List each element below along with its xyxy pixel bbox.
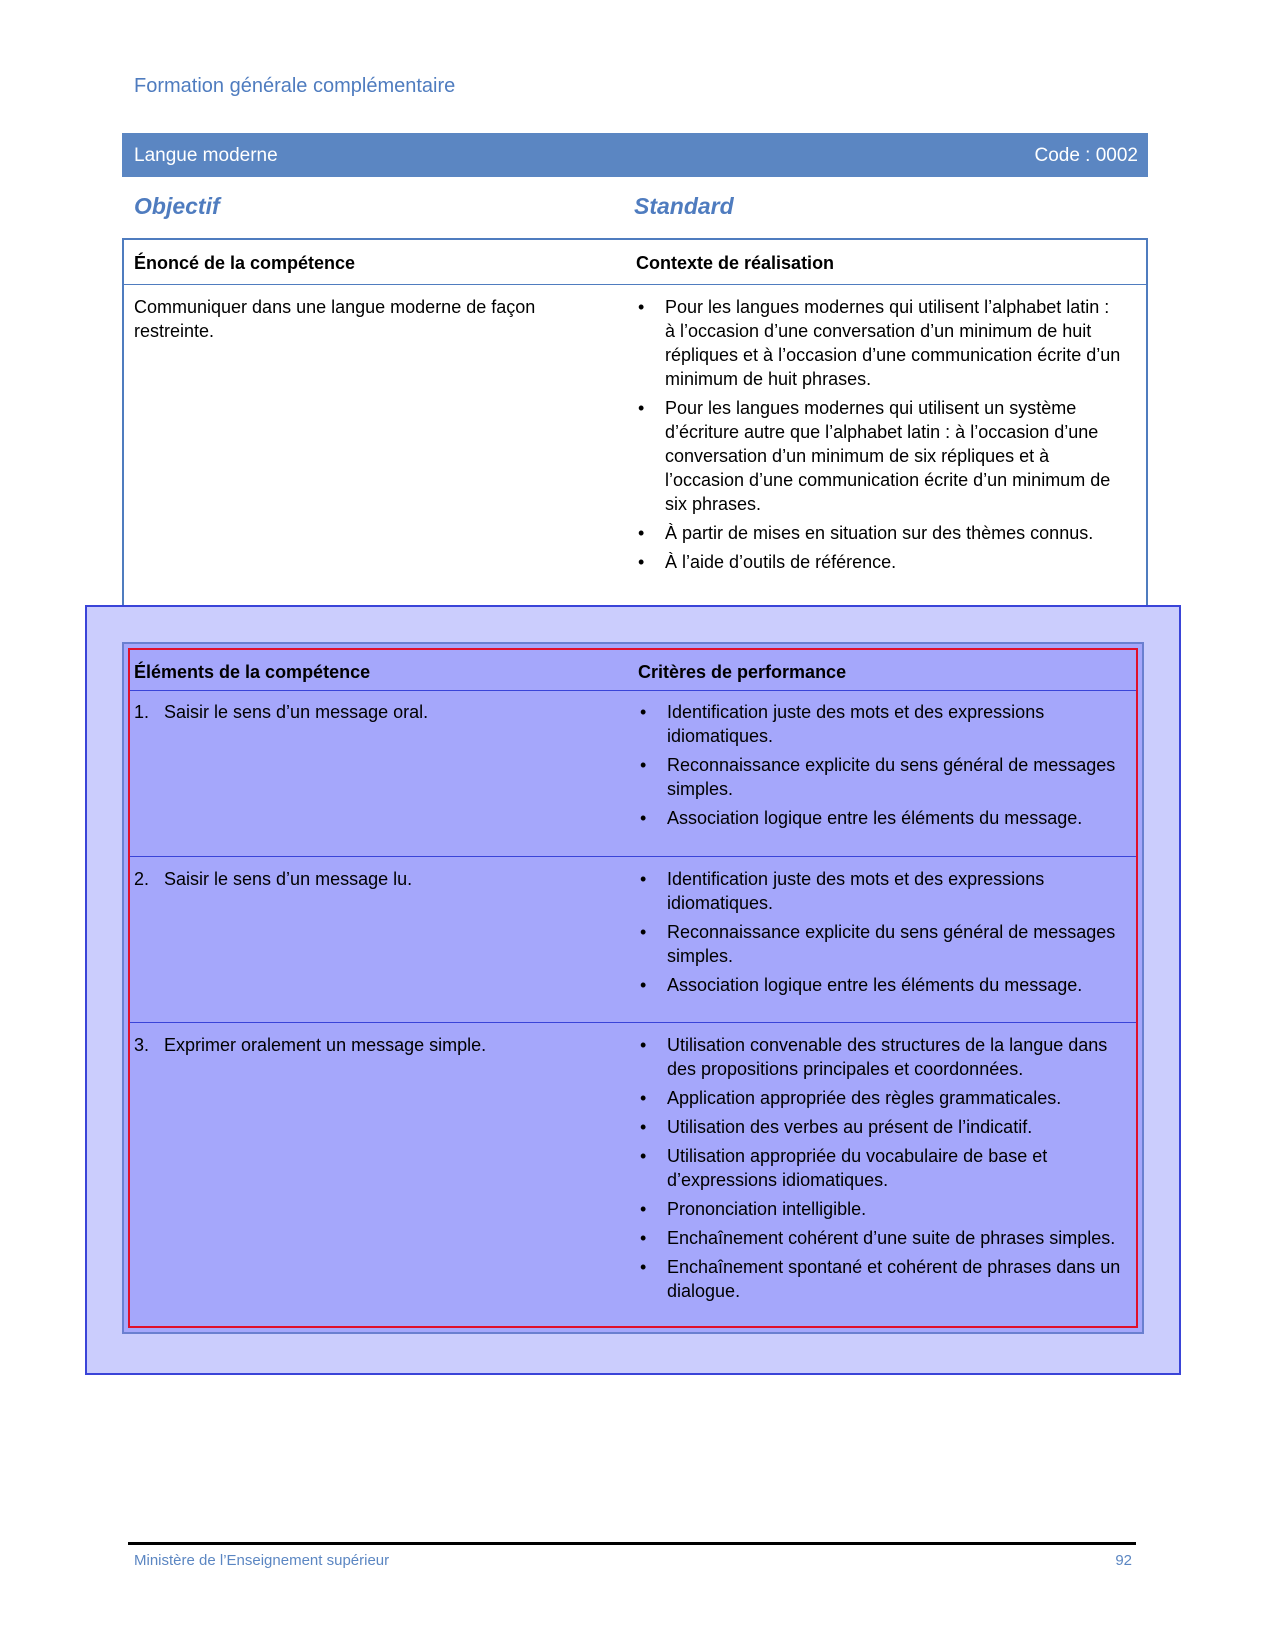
competence-table-header	[124, 240, 1146, 285]
elements-heading: Éléments de la compétence	[134, 662, 371, 682]
element-label	[134, 867, 412, 891]
list-item: • Prononciation intelligible.	[638, 1197, 1123, 1221]
list-item: • Pour les langues modernes qui utilisent l’alphabet latin : à l’occasion d’une conversation d’un minimum de huit répliques et à l’occasion d’une communication écrite d’un minimum de huit phrases.	[636, 295, 1121, 391]
list-item: • Utilisation appropriée du vocabulaire de base et d’expressions idiomatiques.	[638, 1144, 1123, 1192]
list-item: • Association logique entre les éléments du message.	[638, 973, 1123, 997]
element-number: 3.	[134, 1035, 150, 1055]
criteria-list	[638, 700, 1123, 835]
list-item: • À partir de mises en situation sur des thèmes connus.	[636, 521, 1121, 545]
list-item: • Reconnaissance explicite du sens général de messages simples.	[638, 920, 1123, 968]
elements-table-header	[130, 650, 1136, 691]
element-label	[134, 700, 428, 724]
list-item: • Reconnaissance explicite du sens général de messages simples.	[638, 753, 1123, 801]
criteria-list	[638, 1033, 1123, 1308]
element-number: 2.	[134, 869, 150, 889]
criteria-list	[638, 867, 1123, 1002]
element-number: 1.	[134, 702, 150, 722]
course-code: Code : 0002	[1034, 145, 1138, 166]
list-item: • Enchaînement cohérent d’une suite de phrases simples.	[638, 1226, 1123, 1250]
list-item: • Association logique entre les éléments du message.	[638, 806, 1123, 830]
standard-heading: Standard	[634, 193, 734, 219]
elements-table	[122, 642, 1144, 1334]
table-row	[130, 856, 1136, 1023]
criteria-heading: Critères de performance	[638, 662, 847, 682]
table-row	[130, 1022, 1136, 1323]
list-item: • Identification juste des mots et des expressions idiomatiques.	[638, 867, 1123, 915]
list-item: • Application appropriée des règles grammaticales.	[638, 1086, 1123, 1110]
title-bar	[122, 133, 1148, 177]
element-label	[134, 1033, 486, 1057]
list-item: • Utilisation des verbes au présent de l’indicatif.	[638, 1115, 1123, 1139]
page-number: 92	[1115, 1552, 1132, 1569]
element-text: Exprimer oralement un message simple.	[164, 1035, 487, 1055]
elements-table-frame	[128, 648, 1138, 1328]
context-list	[636, 295, 1121, 579]
footer-ministry: Ministère de l’Enseignement supérieur	[134, 1552, 390, 1569]
table-row	[130, 690, 1136, 856]
element-text: Saisir le sens d’un message lu.	[164, 869, 413, 889]
footer-divider	[128, 1542, 1136, 1545]
list-item: • Pour les langues modernes qui utilisent un système d’écriture autre que l’alphabet latin : à l’occasion d’une conversation d’un minimum de six répliques et à l’occasion d’une communication écrite d’un minimum de six phrases.	[636, 396, 1121, 516]
list-item: • Utilisation convenable des structures de la langue dans des propositions principales et coordonnées.	[638, 1033, 1123, 1081]
list-item: • Identification juste des mots et des expressions idiomatiques.	[638, 700, 1123, 748]
statement-heading: Énoncé de la compétence	[134, 253, 356, 273]
list-item: • À l’aide d’outils de référence.	[636, 550, 1121, 574]
objective-heading: Objectif	[134, 193, 220, 219]
context-heading: Contexte de réalisation	[636, 253, 835, 273]
competence-table	[122, 238, 1148, 630]
list-item: • Enchaînement spontané et cohérent de phrases dans un dialogue.	[638, 1255, 1123, 1303]
element-text: Saisir le sens d’un message oral.	[164, 702, 429, 722]
subject-title: Langue moderne	[134, 145, 278, 166]
competence-statement: Communiquer dans une langue moderne de façon restreinte.	[134, 297, 536, 341]
running-header: Formation générale complémentaire	[134, 75, 456, 97]
